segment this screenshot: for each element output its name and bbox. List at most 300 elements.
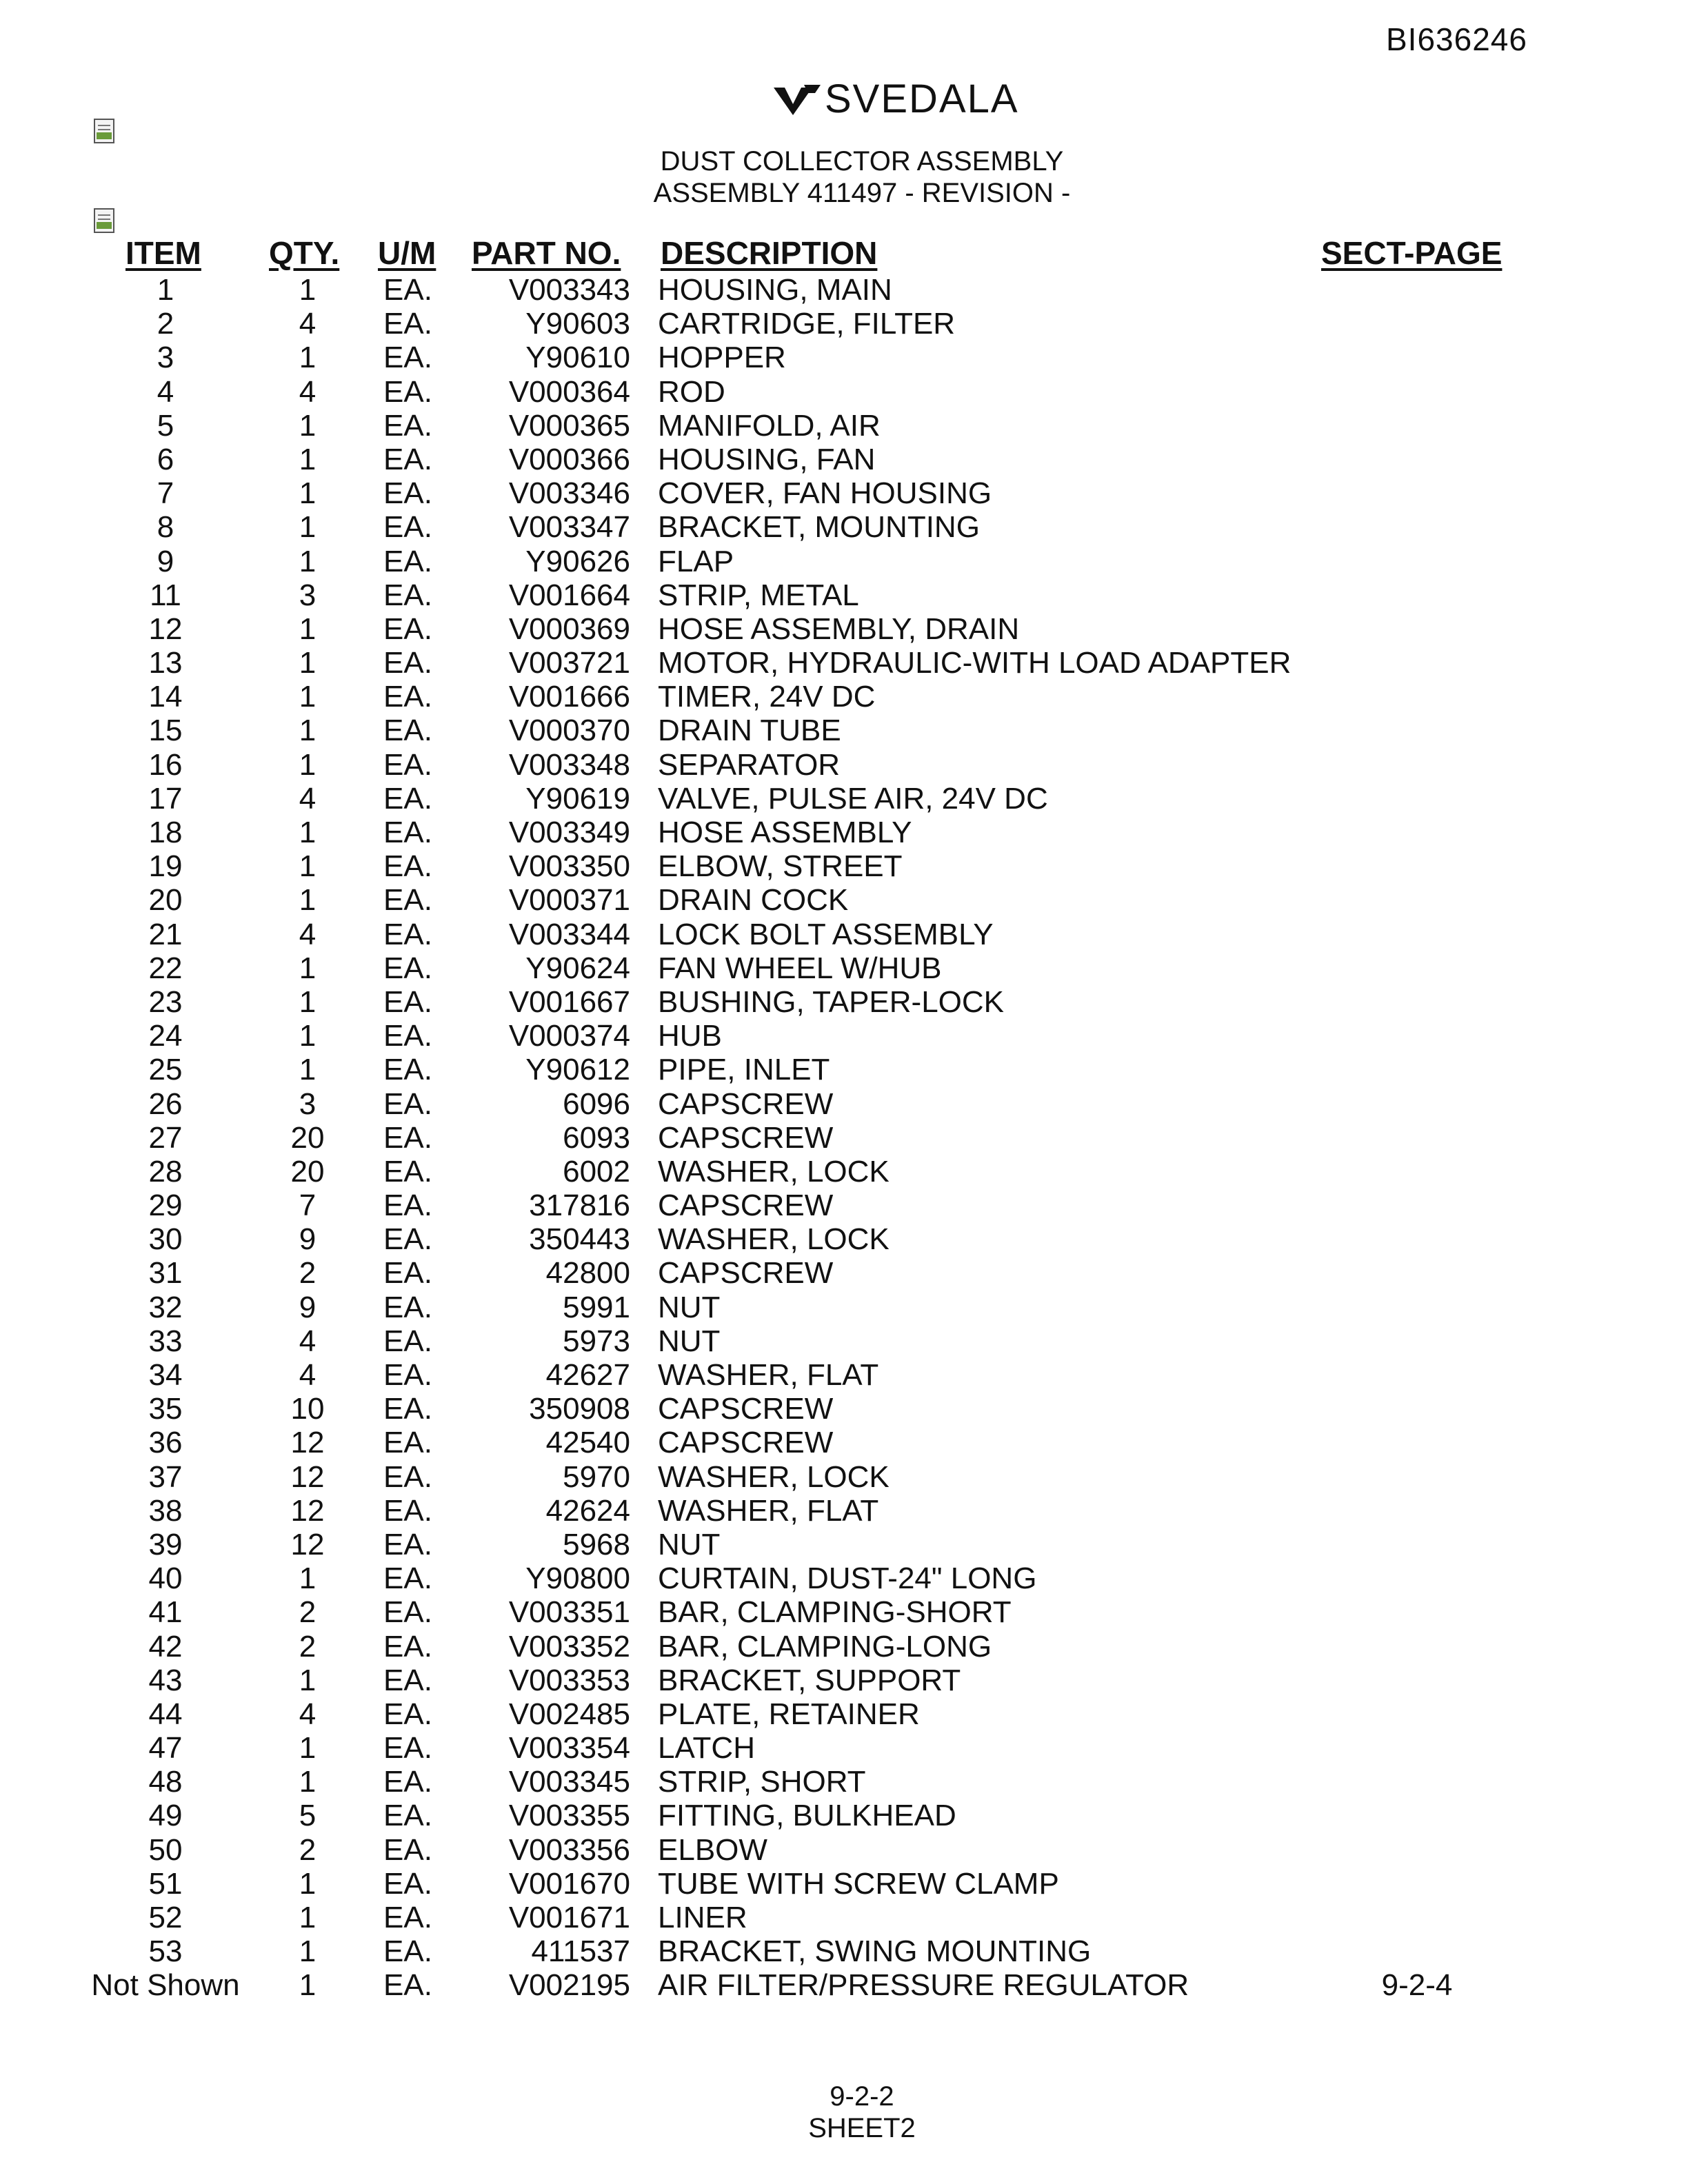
table-row (0, 680, 1688, 714)
item-cell: 13 (148, 646, 183, 680)
qty-cell: 4 (299, 1358, 316, 1392)
qty-cell: 9 (299, 1222, 316, 1257)
um-cell: EA. (383, 1120, 432, 1155)
qty-cell: 1 (299, 1663, 316, 1697)
um-cell: EA. (383, 1832, 432, 1867)
item-cell: 24 (148, 1019, 183, 1053)
document-link-icon[interactable] (92, 207, 119, 234)
item-cell: 12 (148, 611, 183, 646)
part-number-cell: V001666 (508, 680, 630, 714)
part-number-cell: V003353 (508, 1663, 630, 1697)
table-row (0, 1426, 1688, 1459)
um-cell: EA. (383, 714, 432, 748)
part-number-cell: V003349 (508, 816, 630, 849)
um-cell: EA. (383, 951, 432, 985)
um-cell: EA. (383, 1324, 432, 1358)
um-cell: EA. (383, 816, 432, 849)
item-cell: 31 (148, 1256, 183, 1291)
table-row (0, 1121, 1688, 1155)
item-cell: 27 (148, 1120, 183, 1155)
description-cell: BRACKET, SWING MOUNTING (658, 1934, 1092, 1969)
um-cell: EA. (383, 680, 432, 714)
um-cell: EA. (383, 273, 432, 307)
item-cell: 41 (148, 1595, 183, 1630)
item-cell: 34 (148, 1358, 183, 1392)
description-cell: NUT (658, 1527, 721, 1561)
column-header-description: DESCRIPTION (661, 235, 878, 271)
description-cell: CAPSCREW (658, 1426, 834, 1460)
description-cell: ELBOW (658, 1832, 767, 1867)
description-cell: HOPPER (658, 341, 786, 375)
description-cell: CAPSCREW (658, 1086, 834, 1121)
qty-cell: 1 (299, 1019, 316, 1053)
um-cell: EA. (383, 849, 432, 884)
item-cell: 1 (157, 273, 174, 307)
um-cell: EA. (383, 1697, 432, 1731)
qty-cell: 20 (290, 1120, 325, 1155)
table-row (0, 375, 1688, 409)
description-cell: DRAIN TUBE (658, 714, 841, 748)
description-cell: ELBOW, STREET (658, 849, 903, 884)
brand-name: SVEDALA (825, 77, 1019, 121)
item-cell: 15 (148, 714, 183, 748)
table-row (0, 918, 1688, 951)
document-title: DUST COLLECTOR ASSEMBLY (660, 146, 1064, 176)
description-cell: CURTAIN, DUST-24" LONG (658, 1561, 1037, 1596)
table-row (0, 1765, 1688, 1799)
description-cell: FLAP (658, 544, 734, 578)
qty-cell: 2 (299, 1595, 316, 1630)
item-cell: 18 (148, 816, 183, 849)
qty-cell: 1 (299, 442, 316, 476)
table-row (0, 782, 1688, 816)
table-row (0, 1460, 1688, 1494)
um-cell: EA. (383, 917, 432, 951)
column-header-part-no: PART NO. (472, 235, 621, 271)
item-cell: 5 (157, 408, 174, 443)
svedala-chevron-logo-icon (772, 81, 822, 118)
table-row (0, 748, 1688, 782)
description-cell: BAR, CLAMPING-SHORT (658, 1595, 1012, 1630)
column-header-item: ITEM (125, 235, 201, 271)
qty-cell: 3 (299, 1086, 316, 1121)
item-cell: 53 (148, 1934, 183, 1969)
table-row (0, 1799, 1688, 1832)
description-cell: CAPSCREW (658, 1392, 834, 1426)
item-cell: 16 (148, 747, 183, 782)
description-cell: BAR, CLAMPING-LONG (658, 1629, 992, 1664)
table-row (0, 612, 1688, 646)
qty-cell: 1 (299, 1053, 316, 1087)
um-cell: EA. (383, 1154, 432, 1189)
table-row (0, 1222, 1688, 1256)
um-cell: EA. (383, 1290, 432, 1324)
qty-cell: 12 (290, 1527, 325, 1561)
qty-cell: 1 (299, 273, 316, 307)
part-number-cell: Y90800 (525, 1561, 630, 1596)
item-cell: 6 (157, 442, 174, 476)
qty-cell: 1 (299, 408, 316, 443)
um-cell: EA. (383, 307, 432, 341)
part-number-cell: 5968 (563, 1527, 630, 1561)
qty-cell: 1 (299, 1901, 316, 1934)
table-row (0, 1019, 1688, 1053)
um-cell: EA. (383, 476, 432, 511)
qty-cell: 1 (299, 646, 316, 680)
item-cell: 23 (148, 984, 183, 1019)
qty-cell: 1 (299, 951, 316, 985)
item-cell: 49 (148, 1799, 183, 1833)
description-cell: STRIP, SHORT (658, 1765, 866, 1799)
description-cell: VALVE, PULSE AIR, 24V DC (658, 781, 1048, 816)
table-row (0, 273, 1688, 307)
table-row (0, 1901, 1688, 1934)
part-number-cell: Y90619 (525, 781, 630, 816)
item-cell: 40 (148, 1561, 183, 1596)
um-cell: EA. (383, 1866, 432, 1901)
table-row (0, 1256, 1688, 1290)
table-row (0, 476, 1688, 510)
description-cell: HOSE ASSEMBLY (658, 816, 912, 849)
description-cell: PLATE, RETAINER (658, 1697, 920, 1731)
um-cell: EA. (383, 1527, 432, 1561)
qty-cell: 1 (299, 1968, 316, 2003)
qty-cell: 4 (299, 781, 316, 816)
description-cell: FAN WHEEL W/HUB (658, 951, 942, 985)
um-cell: EA. (383, 1459, 432, 1494)
part-number-cell: V003344 (508, 917, 630, 951)
part-number-cell: 5970 (563, 1459, 630, 1494)
part-number-cell: 42627 (545, 1358, 630, 1392)
part-number-cell: V003721 (508, 646, 630, 680)
um-cell: EA. (383, 1901, 432, 1934)
qty-cell: 2 (299, 1256, 316, 1291)
sheet-number: SHEET2 (808, 2113, 916, 2143)
item-cell: 3 (157, 341, 174, 375)
part-number-cell: Y90610 (525, 341, 630, 375)
qty-cell: 1 (299, 544, 316, 578)
um-cell: EA. (383, 781, 432, 816)
table-row (0, 1053, 1688, 1086)
part-number-cell: Y90603 (525, 307, 630, 341)
document-link-icon[interactable] (92, 117, 119, 145)
part-number-cell: 6002 (563, 1154, 630, 1189)
column-header-qty: QTY. (269, 235, 340, 271)
table-row (0, 1324, 1688, 1358)
table-row (0, 1731, 1688, 1765)
document-subtitle: ASSEMBLY 411497 - REVISION - (653, 178, 1071, 208)
description-cell: STRIP, METAL (658, 578, 859, 612)
qty-cell: 4 (299, 374, 316, 409)
qty-cell: 1 (299, 984, 316, 1019)
description-cell: HOSE ASSEMBLY, DRAIN (658, 611, 1020, 646)
description-cell: FITTING, BULKHEAD (658, 1799, 956, 1833)
description-cell: TUBE WITH SCREW CLAMP (658, 1866, 1059, 1901)
item-cell: 37 (148, 1459, 183, 1494)
table-row (0, 1189, 1688, 1222)
item-cell: 47 (148, 1731, 183, 1766)
um-cell: EA. (383, 1799, 432, 1833)
qty-cell: 1 (299, 476, 316, 511)
item-cell: 50 (148, 1832, 183, 1867)
description-cell: BUSHING, TAPER-LOCK (658, 984, 1005, 1019)
qty-cell: 4 (299, 307, 316, 341)
table-row (0, 1697, 1688, 1731)
column-header-um: U/M (378, 235, 436, 271)
qty-cell: 12 (290, 1459, 325, 1494)
qty-cell: 2 (299, 1629, 316, 1664)
part-number-cell: V003354 (508, 1731, 630, 1766)
table-row (0, 341, 1688, 374)
table-row (0, 1595, 1688, 1629)
um-cell: EA. (383, 646, 432, 680)
part-number-cell: 5973 (563, 1324, 630, 1358)
qty-cell: 1 (299, 714, 316, 748)
table-row (0, 1392, 1688, 1426)
qty-cell: 1 (299, 341, 316, 375)
part-number-cell: V003345 (508, 1765, 630, 1799)
description-cell: HUB (658, 1019, 722, 1053)
table-row (0, 1358, 1688, 1392)
description-cell: MANIFOLD, AIR (658, 408, 881, 443)
parts-table (0, 273, 1688, 2003)
qty-cell: 2 (299, 1832, 316, 1867)
table-row (0, 510, 1688, 544)
um-cell: EA. (383, 1968, 432, 2003)
qty-cell: 1 (299, 611, 316, 646)
qty-cell: 10 (290, 1392, 325, 1426)
um-cell: EA. (383, 984, 432, 1019)
item-cell: 19 (148, 849, 183, 884)
qty-cell: 3 (299, 578, 316, 612)
qty-cell: 1 (299, 510, 316, 545)
qty-cell: 1 (299, 1934, 316, 1969)
description-cell: COVER, FAN HOUSING (658, 476, 992, 511)
qty-cell: 1 (299, 1561, 316, 1596)
item-cell: Not Shown (91, 1968, 240, 2003)
um-cell: EA. (383, 341, 432, 375)
um-cell: EA. (383, 408, 432, 443)
um-cell: EA. (383, 611, 432, 646)
qty-cell: 12 (290, 1426, 325, 1460)
part-number-cell: 350443 (529, 1222, 630, 1257)
part-number-cell: V003346 (508, 476, 630, 511)
column-header-sect-page: SECT-PAGE (1321, 235, 1503, 271)
item-cell: 36 (148, 1426, 183, 1460)
description-cell: LOCK BOLT ASSEMBLY (658, 917, 994, 951)
description-cell: PIPE, INLET (658, 1053, 830, 1087)
table-row (0, 1494, 1688, 1528)
description-cell: WASHER, LOCK (658, 1222, 890, 1257)
part-number-cell: V000364 (508, 374, 630, 409)
part-number-cell: 42624 (545, 1493, 630, 1528)
item-cell: 21 (148, 917, 183, 951)
table-row (0, 1968, 1688, 2002)
um-cell: EA. (383, 1392, 432, 1426)
um-cell: EA. (383, 883, 432, 918)
description-cell: HOUSING, MAIN (658, 273, 892, 307)
svedala-logo (772, 76, 1019, 122)
table-row (0, 816, 1688, 849)
item-cell: 29 (148, 1189, 183, 1223)
part-number-cell: V003355 (508, 1799, 630, 1833)
qty-cell: 1 (299, 1731, 316, 1766)
item-cell: 9 (157, 544, 174, 578)
description-cell: CARTRIDGE, FILTER (658, 307, 956, 341)
item-cell: 20 (148, 883, 183, 918)
part-number-cell: Y90624 (525, 951, 630, 985)
part-number-cell: V003350 (508, 849, 630, 884)
table-row (0, 985, 1688, 1019)
description-cell: WASHER, FLAT (658, 1493, 879, 1528)
description-cell: NUT (658, 1324, 721, 1358)
table-row (0, 849, 1688, 883)
um-cell: EA. (383, 1019, 432, 1053)
item-cell: 38 (148, 1493, 183, 1528)
part-number-cell: V000369 (508, 611, 630, 646)
qty-cell: 4 (299, 917, 316, 951)
table-row (0, 1561, 1688, 1595)
qty-cell: 5 (299, 1799, 316, 1833)
qty-cell: 20 (290, 1154, 325, 1189)
part-number-cell: 42800 (545, 1256, 630, 1291)
table-row (0, 1528, 1688, 1561)
table-row (0, 1630, 1688, 1664)
um-cell: EA. (383, 1629, 432, 1664)
item-cell: 42 (148, 1629, 183, 1664)
part-number-cell: V003351 (508, 1595, 630, 1630)
description-cell: ROD (658, 374, 725, 409)
description-cell: BRACKET, MOUNTING (658, 510, 980, 545)
part-number-cell: V003347 (508, 510, 630, 545)
part-number-cell: Y90626 (525, 544, 630, 578)
description-cell: CAPSCREW (658, 1256, 834, 1291)
table-row (0, 443, 1688, 476)
table-row (0, 1867, 1688, 1901)
um-cell: EA. (383, 544, 432, 578)
item-cell: 11 (150, 578, 181, 612)
item-cell: 39 (148, 1527, 183, 1561)
item-cell: 2 (157, 307, 174, 341)
um-cell: EA. (383, 1189, 432, 1223)
table-row (0, 951, 1688, 985)
description-cell: SEPARATOR (658, 747, 841, 782)
um-cell: EA. (383, 578, 432, 612)
description-cell: LATCH (658, 1731, 755, 1766)
part-number-cell: V003356 (508, 1832, 630, 1867)
part-number-cell: 317816 (529, 1189, 630, 1223)
qty-cell: 1 (299, 1765, 316, 1799)
um-cell: EA. (383, 1358, 432, 1392)
description-cell: WASHER, LOCK (658, 1154, 890, 1189)
item-cell: 22 (148, 951, 183, 985)
um-cell: EA. (383, 1765, 432, 1799)
qty-cell: 9 (299, 1290, 316, 1324)
um-cell: EA. (383, 1053, 432, 1087)
qty-cell: 1 (299, 849, 316, 884)
part-number-cell: V003352 (508, 1629, 630, 1664)
table-row (0, 714, 1688, 747)
item-cell: 4 (157, 374, 174, 409)
qty-cell: 1 (299, 680, 316, 714)
um-cell: EA. (383, 1595, 432, 1630)
um-cell: EA. (383, 510, 432, 545)
um-cell: EA. (383, 1222, 432, 1257)
table-row (0, 545, 1688, 578)
table-row (0, 1155, 1688, 1189)
description-cell: LINER (658, 1901, 747, 1934)
table-row (0, 1833, 1688, 1867)
part-number-cell: 5991 (563, 1290, 630, 1324)
part-number-cell: V000365 (508, 408, 630, 443)
description-cell: HOUSING, FAN (658, 442, 876, 476)
um-cell: EA. (383, 1731, 432, 1766)
um-cell: EA. (383, 747, 432, 782)
description-cell: MOTOR, HYDRAULIC-WITH LOAD ADAPTER (658, 646, 1292, 680)
part-number-cell: V001667 (508, 984, 630, 1019)
part-number-cell: V000374 (508, 1019, 630, 1053)
item-cell: 33 (148, 1324, 183, 1358)
um-cell: EA. (383, 1426, 432, 1460)
um-cell: EA. (383, 1256, 432, 1291)
item-cell: 51 (148, 1866, 183, 1901)
table-row (0, 578, 1688, 612)
part-number-cell: 42540 (545, 1426, 630, 1460)
item-cell: 30 (148, 1222, 183, 1257)
item-cell: 7 (157, 476, 174, 511)
item-cell: 48 (148, 1765, 183, 1799)
qty-cell: 1 (299, 883, 316, 918)
table-row (0, 1664, 1688, 1697)
qty-cell: 1 (299, 816, 316, 849)
part-number-cell: V000371 (508, 883, 630, 918)
description-cell: TIMER, 24V DC (658, 680, 876, 714)
table-row (0, 1087, 1688, 1121)
part-number-cell: 411537 (531, 1934, 630, 1969)
page-number: 9-2-2 (830, 2081, 894, 2112)
item-cell: 14 (148, 680, 183, 714)
description-cell: AIR FILTER/PRESSURE REGULATOR (658, 1968, 1189, 2003)
table-row (0, 883, 1688, 917)
um-cell: EA. (383, 442, 432, 476)
qty-cell: 1 (299, 747, 316, 782)
table-row (0, 1291, 1688, 1324)
um-cell: EA. (383, 1663, 432, 1697)
sect-page-cell: 9-2-4 (1381, 1968, 1453, 2003)
description-cell: NUT (658, 1290, 721, 1324)
table-row (0, 307, 1688, 341)
qty-cell: 4 (299, 1697, 316, 1731)
description-cell: WASHER, FLAT (658, 1358, 879, 1392)
part-number-cell: 6096 (563, 1086, 630, 1121)
item-cell: 44 (148, 1697, 183, 1731)
qty-cell: 7 (299, 1189, 316, 1223)
part-number-cell: V003348 (508, 747, 630, 782)
table-row (0, 1934, 1688, 1968)
part-number-cell: V003343 (508, 273, 630, 307)
um-cell: EA. (383, 1493, 432, 1528)
part-number-cell: V001664 (508, 578, 630, 612)
item-cell: 17 (148, 781, 183, 816)
um-cell: EA. (383, 1086, 432, 1121)
part-number-cell: V002195 (508, 1968, 630, 2003)
item-cell: 43 (148, 1663, 183, 1697)
part-number-cell: Y90612 (525, 1053, 630, 1087)
qty-cell: 12 (290, 1493, 325, 1528)
item-cell: 52 (148, 1901, 183, 1934)
table-row (0, 409, 1688, 443)
part-number-cell: V000366 (508, 442, 630, 476)
